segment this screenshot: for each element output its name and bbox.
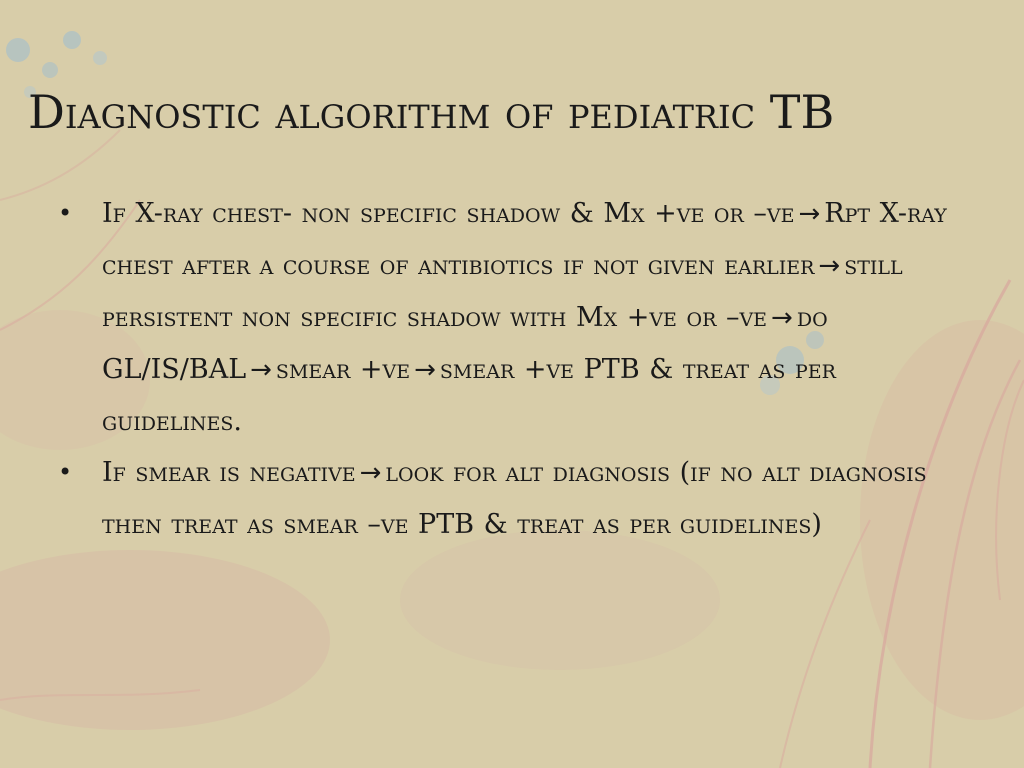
bullet-1-segment-1: If X-ray chest- non specific shadow & Mx +ve or –ve [102, 198, 795, 229]
bullet-text-2 [102, 447, 958, 550]
arrow-right-icon: → [250, 355, 272, 385]
bullet-1-segment-3: still persistent non specific shadow with Mx +ve or –ve [102, 250, 903, 333]
bullet-item-2 [58, 447, 958, 550]
bullet-text-1 [102, 188, 958, 447]
arrow-right-icon: → [359, 458, 382, 488]
bullet-item-1 [58, 188, 958, 447]
bullet-1-segment-4: do GL/IS/BAL [102, 302, 828, 385]
bullet-1-segment-6: smear +ve PTB & treat as per guidelines. [102, 354, 836, 437]
arrow-right-icon: → [798, 199, 821, 229]
bullet-1-segment-2: Rpt X-ray chest after a course of antibiotics if not given earlier [102, 198, 947, 281]
arrow-right-icon: → [414, 355, 436, 385]
bullet-2-segment-1: If smear is negative [102, 457, 356, 488]
slide-title: Diagnostic algorithm of pediatric TB [28, 85, 835, 139]
arrow-right-icon: → [771, 303, 793, 333]
arrow-right-icon: → [818, 251, 841, 281]
bullet-2-segment-2: look for alt diagnosis (if no alt diagnosis then treat as smear –ve PTB & treat as per guidelines) [102, 457, 927, 540]
bullet-marker: • [58, 199, 73, 227]
bullet-list [58, 188, 958, 550]
bullet-marker: • [58, 458, 73, 486]
bullet-1-segment-5: smear +ve [275, 354, 411, 385]
